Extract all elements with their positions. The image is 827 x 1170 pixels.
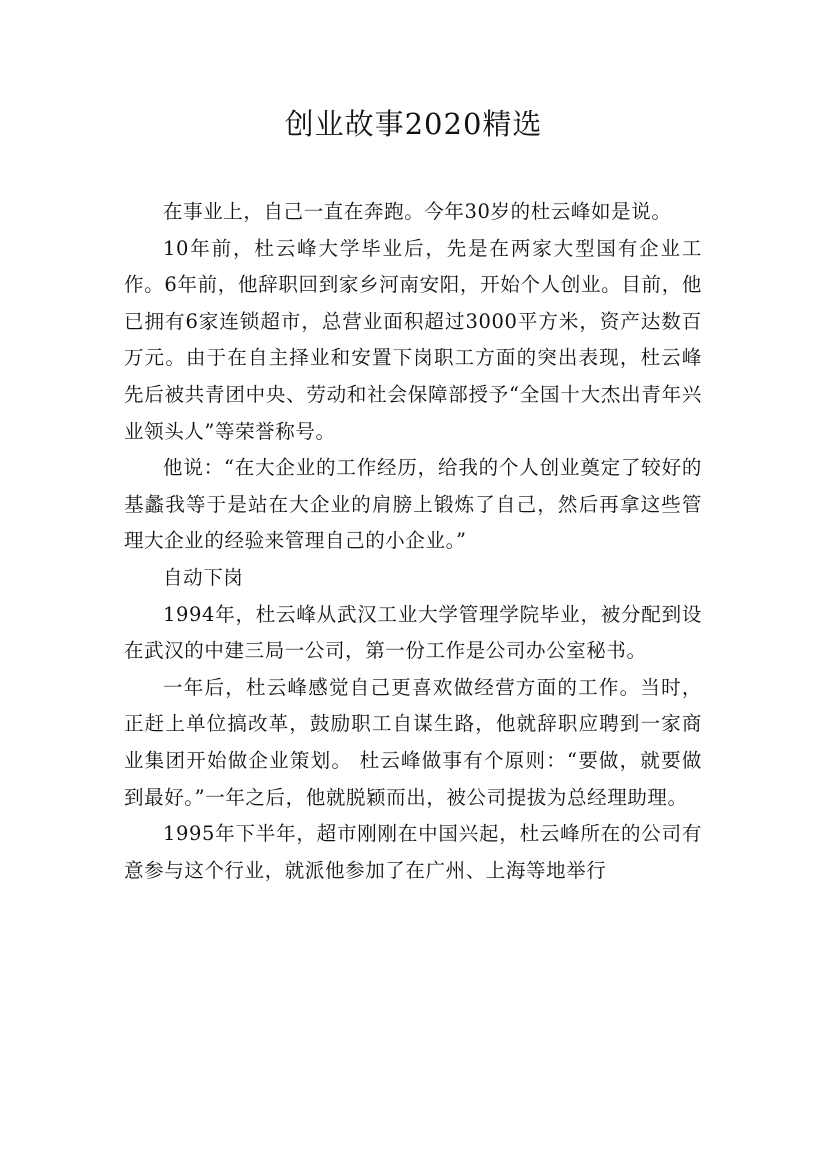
document-body xyxy=(124,194,702,889)
paragraph: 1995年下半年，超市刚刚在中国兴起，杜云峰所在的公司有意参与这个行业，就派他参加了在广州、上海等地举行 xyxy=(124,822,702,882)
document-title: 创业故事2020精选 xyxy=(284,107,543,141)
paragraph: 1994年，杜云峰从武汉工业大学管理学院毕业，被分配到设在武汉的中建三局一公司，第一份工作是公司办公室秘书。 xyxy=(124,602,702,663)
paragraph: 他说：“在大企业的工作经历，给我的个人创业奠定了较好的基蠡我等于是站在大企业的肩膀上锻炼了自己，然后再拿这些管理大企业的经验来管理自己的小企业。” xyxy=(124,456,702,553)
section-heading: 自动下岗 xyxy=(163,565,244,589)
paragraph: 在事业上，自己一直在奔跑。今年30岁的杜云峰如是说。 xyxy=(163,200,672,223)
paragraph: 一年后，杜云峰感觉自己更喜欢做经营方面的工作。当时，正赶上单位搞改革，鼓励职工自谋生路，他就辞职应聘到一家商业集团开始做企业策划。 杜云峰做事有个原则：“要做，就要做到最好。”一年之后，他就脱颖而出，被公司提拔为总经理助理。 xyxy=(124,675,702,809)
paragraph: 10年前，杜云峰大学毕业后，先是在两家大型国有企业工作。6年前，他辞职回到家乡河南安阳，开始个人创业。目前，他已拥有6家连锁超市，总营业面积超过3000平方米，资产达数百万元。由于在自主择业和安置下岗职工方面的突出表现，杜云峰先后被共青团中央、劳动和社会保障部授予“全国十大杰出青年兴业领头人”等荣誉称号。 xyxy=(124,236,702,443)
